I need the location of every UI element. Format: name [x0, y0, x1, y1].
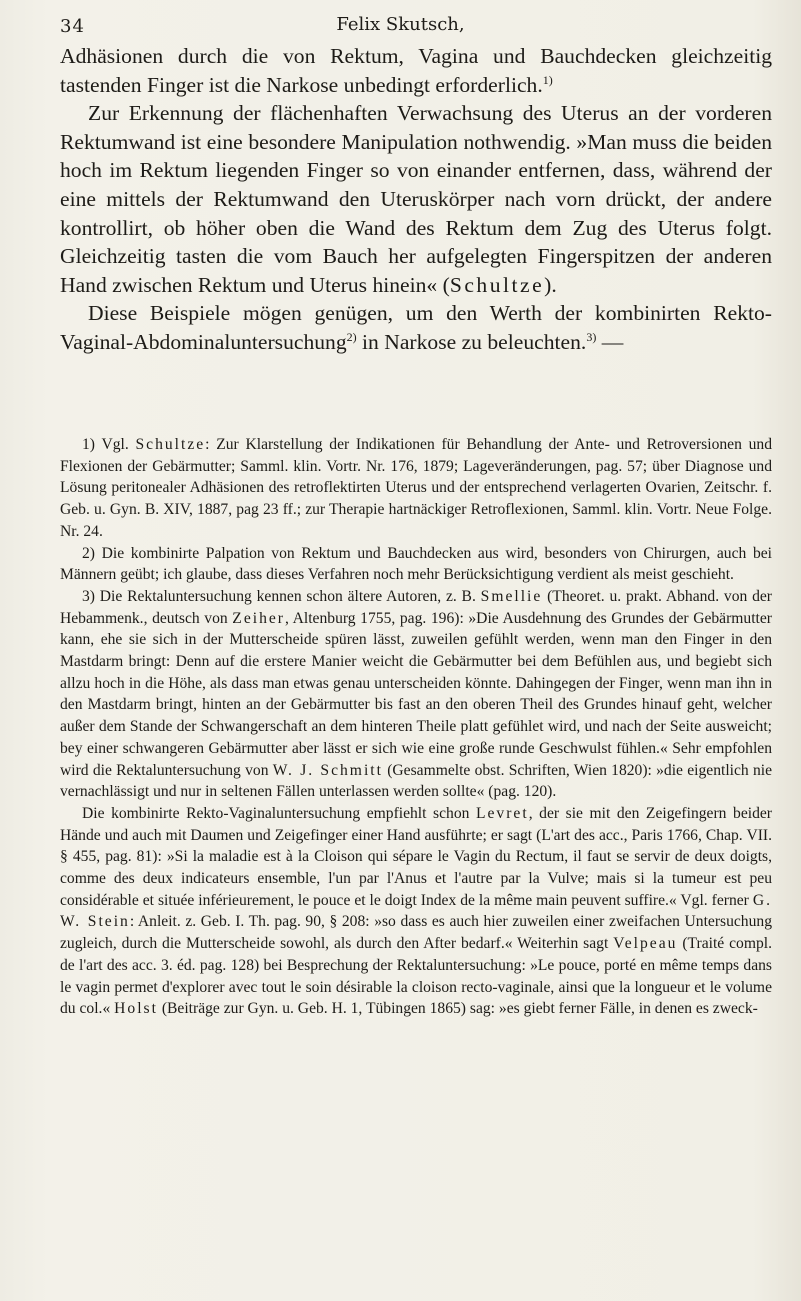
author-name: Schultze — [135, 436, 206, 453]
author-name: Zeiher — [232, 609, 285, 627]
author-name: Holst — [114, 1000, 158, 1018]
page-header — [0, 14, 801, 38]
footnote-3-continued: Die kombinirte Rekto-Vaginaluntersuchung empfiehlt schon Levret, der sie mit den Zeigefingern beider Hände und auch mit Daumen und Zeigefinger einer Hand ausführte; er sagt (L'art des acc., Paris 1766, Chap. VII. § 455, pag. 81): »Si la maladie est à la Cloison qui sépare le Vagin du Rectum, il faut se servir de deux doigts, comme des deux indicateurs ensemble, l'un par l'Anus et l'autre par la Vulve; mais si la tumeur est peu considérable et située inférieurement, le pouce et le doigt Index de la même main peuvent suffire.« Vgl. ferner G. W. Stein: Anleit. z. Geb. I. Th. pag. 90, § 208: »so dass es auch hier zuweilen einer zweifachen Untersuchung zugleich, durch die Mutterscheide sowohl, als durch den After bedarf.« Weiterhin sagt Velpeau (Traité compl. de l'art des acc. 3. éd. pag. 128) bei Besprechung der Rektaluntersuchung: »Le pouce, porté en même temps dans le vagin permet d'explorer avec tout le soin désirable la cloison recto-vaginale, ainsi que la longueur et le volume du col.« Holst (Beiträge zur Gyn. u. Geb. H. 1, Tübingen 1865) sag: »es giebt ferner Fälle, in denen es zweck- — [60, 804, 772, 1018]
footnote-2: 2) Die kombinirte Palpation von Rektum und Bauchdecken aus wird, besonders von Chirurgen, auch bei Männern geübt; ich glaube, dass dieses Verfahren noch mehr Berücksichtigung verdient als meist geschieht. — [60, 544, 772, 584]
footnote-1: 1) Vgl. Schultze: Zur Klarstellung der Indikationen für Behandlung der Ante- und Retroversionen und Flexionen der Gebärmutter; Samml. klin. Vortr. Nr. 176, 1879; Lageveränderungen, pag. 57; über Diagnose und Lösung peritonealer Adhäsionen des retroflektirten Uterus und der entsprechend verlagerten Ovarien, Zeitschr. f. Geb. u. Gyn. B. XIV, 1887, pag 23 ff.; zur Therapie hartnäckiger Retroflexionen, Samml. klin. Vortr. Neue Folge. Nr. 24. — [60, 436, 773, 540]
footnote-ref-2: 2) — [346, 329, 357, 344]
author-name: Smellie — [480, 587, 543, 605]
page-number: 34 — [60, 16, 85, 37]
footnote-3: 3) Die Rektaluntersuchung kennen schon ältere Autoren, z. B. Smellie (Theoret. u. prakt. Abhand. von der Hebammenk., deutsch von Zeiher, Altenburg 1755, pag. 196): »Die Ausdehnung des Grundes der Gebärmutter kann, ehe sie sich in der Mutterscheide spüren lässt, zuweilen gefühlt werden, wenn man den Finger in den Mastdarm bringt: Denn auf die erstere Manier weicht die Gebärmutter bei dem Befühlen aus, und begiebt sich allzu hoch in die Höhe, als dass man etwas genau unterscheiden könnte. Dahingegen der Finger, wenn man ihn in den Mastdarm bringt, hinten an der Gebärmutter bis fast an den oberen Theil des Grundes hinauf geht, welcher außer dem Stande der Schwangerschaft an dem hinteren Theile platt gefühlet wird, und nach der Seite ausweicht; bey einer schwangeren Gebärmutter aber lässt er sich wie eine große runde Geschwulst fühlen.« Sehr empfohlen wird die Rektaluntersuchung von W. J. Schmitt (Gesammelte obst. Schriften, Wien 1820): »die eigentlich nie vernachlässigt und nur in seltenen Fällen unterlassen werden sollte« (pag. 120). — [60, 587, 773, 801]
author-name: Schultze — [449, 272, 545, 297]
footnotes — [60, 434, 772, 1020]
author-name: Velpeau — [613, 935, 678, 953]
author-name: G. W. Stein — [60, 891, 772, 931]
paragraph-3: Diese Beispiele mögen genügen, um den Werth der kombinirten Rekto-Vaginal-Abdominaluntersuchung$^{2)}$ in Narkose zu beleuchten.$^{3)}$ — — [60, 301, 772, 354]
paragraph-2: Zur Erkennung der flächenhaften Verwachsung des Uterus an der vorderen Rektumwand ist eine besondere Manipulation nothwendig. »Man muss die beiden hoch im Rektum liegenden Finger so von einander entfernen, dass, während der eine mittels der Rektumwand den Uteruskörper nach vorn drückt, der andere kontrollirt, ob höher oben die Wand des Rektum dem Zug des Uterus folgt. Gleichzeitig tasten die vom Bauch her aufgelegten Fingerspitzen der anderen Hand zwischen Rektum und Uterus hinein« (Schultze). — [60, 101, 772, 297]
footnote-ref-1: 1) — [542, 72, 553, 87]
running-title: Felix Skutsch, — [336, 14, 465, 35]
paragraph-1: Adhäsionen durch die von Rektum, Vagina und Bauchdecken gleichzeitig tastenden Finger ist die Narkose unbedingt erforderlich.$^{1)}$ — [60, 44, 772, 97]
footnote-ref-3: 3) — [586, 329, 597, 344]
author-name: W. J. Schmitt — [272, 761, 383, 779]
author-name: Levret — [475, 804, 529, 822]
main-text — [60, 42, 772, 357]
